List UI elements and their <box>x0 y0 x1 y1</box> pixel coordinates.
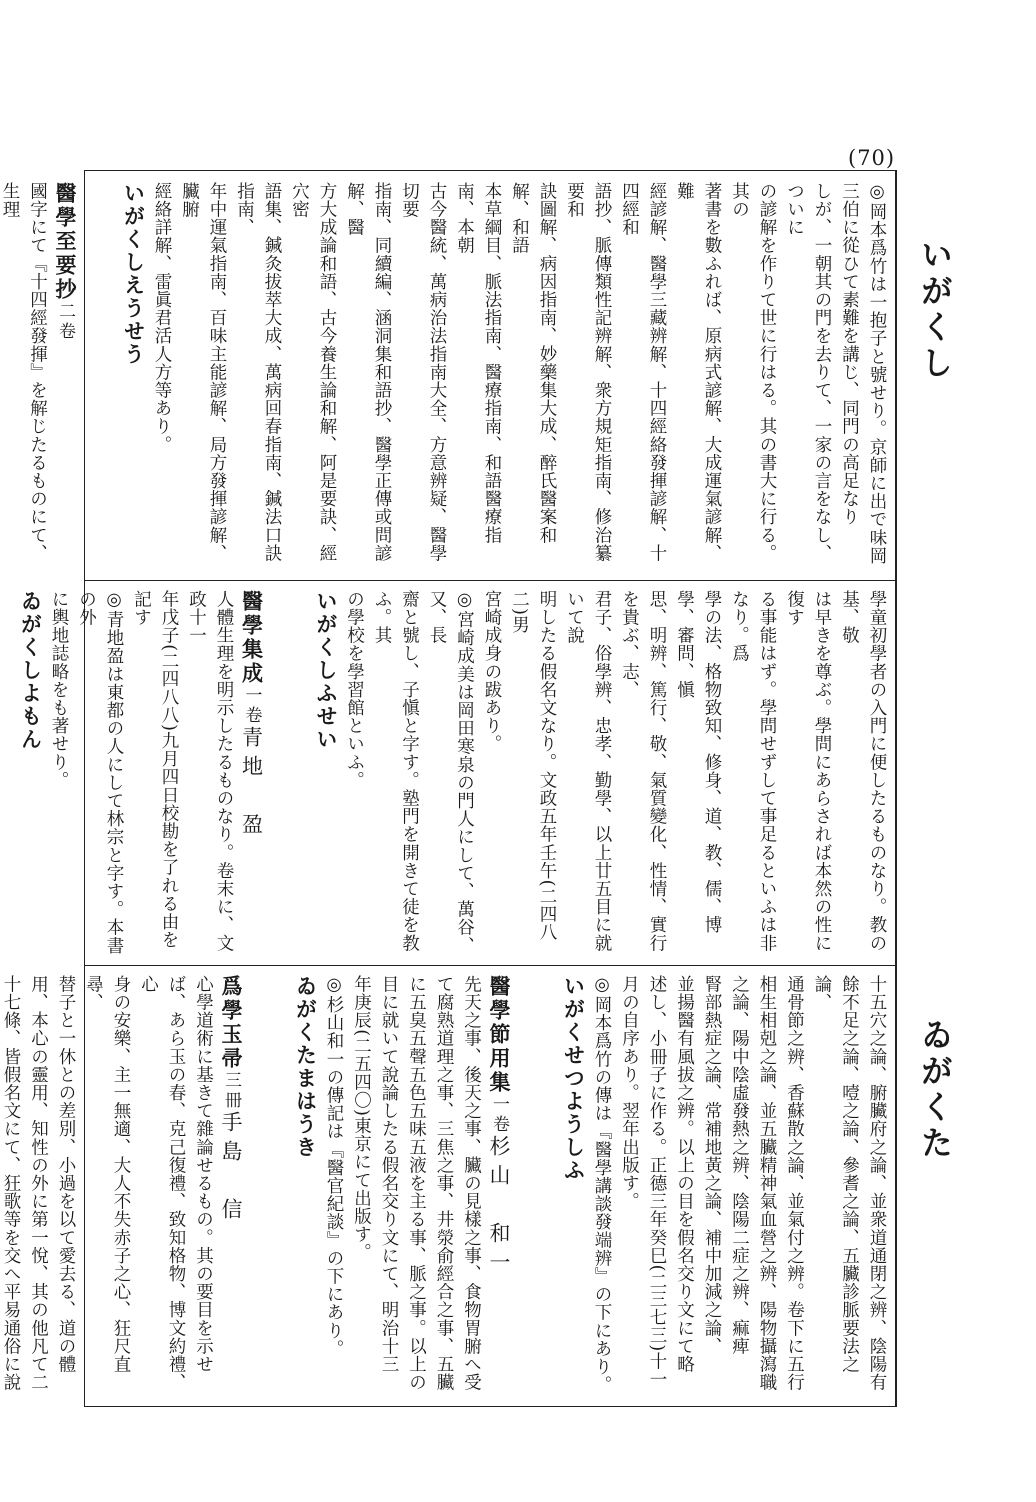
entry-heading: いがくしふせい <box>314 590 339 751</box>
entry: いがくしえうせう 醫學至要抄二卷 國字にて『十四經發揮』を解じたるものにて、生理 <box>0 182 148 574</box>
entry-title: 醫學節用集 <box>487 975 512 1095</box>
section-divider-upper <box>84 580 896 581</box>
section-bottom <box>1 975 890 1399</box>
section-top <box>0 182 890 574</box>
entry: いがくしふせい 醫學集成一卷青地 盈 人體生理を明示したるものなり。卷末に、文政十一 年戊子(二四八八)九月四日校勘を了れる由を記す ◎青地盈は東都の人にして林宗と字す。本書の外 に輿地誌略をも著せり。 <box>45 590 341 958</box>
entry-volume: 一卷 <box>241 686 262 726</box>
entry-volume: 三冊 <box>221 1071 241 1111</box>
continued-text: 十五穴之論、腑臟府之論、並衆道通閉之辨、陰陽有 餘不足之論、噎之論、參耆之論、五臟診脈要法之論、 通骨節之辨、香蘇散之論、並氣付之辨。卷下に五行 相生相剋之論、並五臟精神氣血營之辨、陽物攝瀉職 之論、陽中陰虛發熱之辨、陰陽二症之辨、痲痺 腎部熱症之論、常補地黃之論、補中加減之論、 並揚醫有風拔之辨。以上の目を假名交り文にて略 述し、小冊子に作る。正德三年癸巳(二三七三)十一 月の自序あり。翌年出版す。 ◎岡本爲竹の傳は『醫學講談發端辨』の下にあり。 <box>592 975 887 1394</box>
entry-heading: いがくしえうせう <box>121 182 147 366</box>
entry-heading: ゐがくしよもん <box>18 590 44 751</box>
section-middle <box>18 590 890 958</box>
intro-text: ◎岡本爲竹は一抱子と號せり。京師に出で味岡三伯に從ひて素難を講じ、同門の高足なり しが、一朝其の門を去りて、一家の言をなし、ついに の諺解を作りて世に行はる。其の書大に行る。其の 著書を數ふれば、原病式諺解、大成運氣諺解、難 經諺解、醫學三藏辨解、十四經絡發揮諺解、十四經和 語抄、脈傳類性記辨解、衆方規矩指南、修治纂要和 訣圖解、病因指南、妙藥集大成、醉氏醫案和解、和語 本草綱目、脈法指南、醫療指南、和語醫療指南、本朝 古今醫統、萬病治法指南大全、方意辨疑、醫學切要 指南、同續編、涵洞集和語抄、醫學正傳或問諺解、醫 方大成論和語、古今養生論和解、阿是要訣、經穴密 語集、鍼灸拔萃大成、萬病回春指南、鍼法口訣指南、 年中運氣指南、百味主能諺解、局方發揮諺解、臟腑 經絡詳解、雷眞君活人方等あり。 <box>152 182 887 565</box>
entry-author: 青地 盈 <box>239 726 264 842</box>
entry <box>0 590 45 958</box>
entry-volume: 一卷 <box>489 1095 509 1135</box>
margin-rule <box>896 170 897 1407</box>
entry: いがくせつようしふ 醫學節用集一卷杉山 和一 先天之事、後天之事、臟の見樣之事、食物胃腑へ受 て腐熟道理之事、三焦之事、井滎俞經合之事、五臟 に五臭五聲五色五味五液を主る事、脈之事。以上の 目に就いて說論したる假名交り文にて、明治十三 年庚辰(二五四〇)東京にて出版す。 ◎杉山和一の傳記は『醫官紀談』の下にあり。 <box>320 975 588 1399</box>
entry-title: 爲學玉帚 <box>219 975 244 1071</box>
entry-heading: ゐがくたまはうき <box>293 975 319 1159</box>
entry-author: 杉山 和一 <box>487 1135 511 1280</box>
entry-title: 醫學至要抄 <box>53 182 78 302</box>
entry: ゐがくたまはうき 爲學玉帚三冊手島 信 心學道術に基きて雜論せるもの。其の要目を示せ ば、あら玉の春、克己復禮、致知格物、博文約禮、心 身の安樂、主一無適、大人不失赤子之心、狂尺直尋、 替子と一休との差別、小過を以て愛去る、道の體 用、本心の靈用、知性の外に第一悅、其の他凡て二 十七條、皆假名文にて、狂歌等を交へ平易通俗に說 <box>0 975 320 1399</box>
margin-label-bottom: ゐがくた <box>916 1018 954 1162</box>
section-divider-lower <box>84 965 896 966</box>
margin-label-top: いがくし <box>916 238 954 382</box>
entry-volume: 二卷 <box>55 302 75 342</box>
entry-heading: いがくせつようしふ <box>561 975 587 1182</box>
continued-text: 學童初學者の入門に便したるものなり。教の基、敬 は早きを尊ぶ。學問にあらされば本然の性に復す る事能はず。學問せずして事足るといふは非なり。爲 學の法、格物致知、修身、道、教、儒、博學、審問、愼 思、明辨、篤行、敬、氣質變化、性情、實行を貴ぶ、志、 君子、俗學辨、忠孝、勤學、以上廿五目に就いて說 明したる假名文なり。文政五年壬午(二四八二)男 宮崎成身の跋あり。 ◎宮崎成美は岡田寒泉の門人にして、萬谷、又、長 齋と號し、子愼と字す。塾門を開きて徒を教ふ。其 の學校を學習館といふ。 <box>344 590 887 955</box>
entry-title: 醫學集成 <box>239 590 265 686</box>
page-number: (70) <box>848 146 896 170</box>
entry-author: 手島 信 <box>219 1111 243 1227</box>
